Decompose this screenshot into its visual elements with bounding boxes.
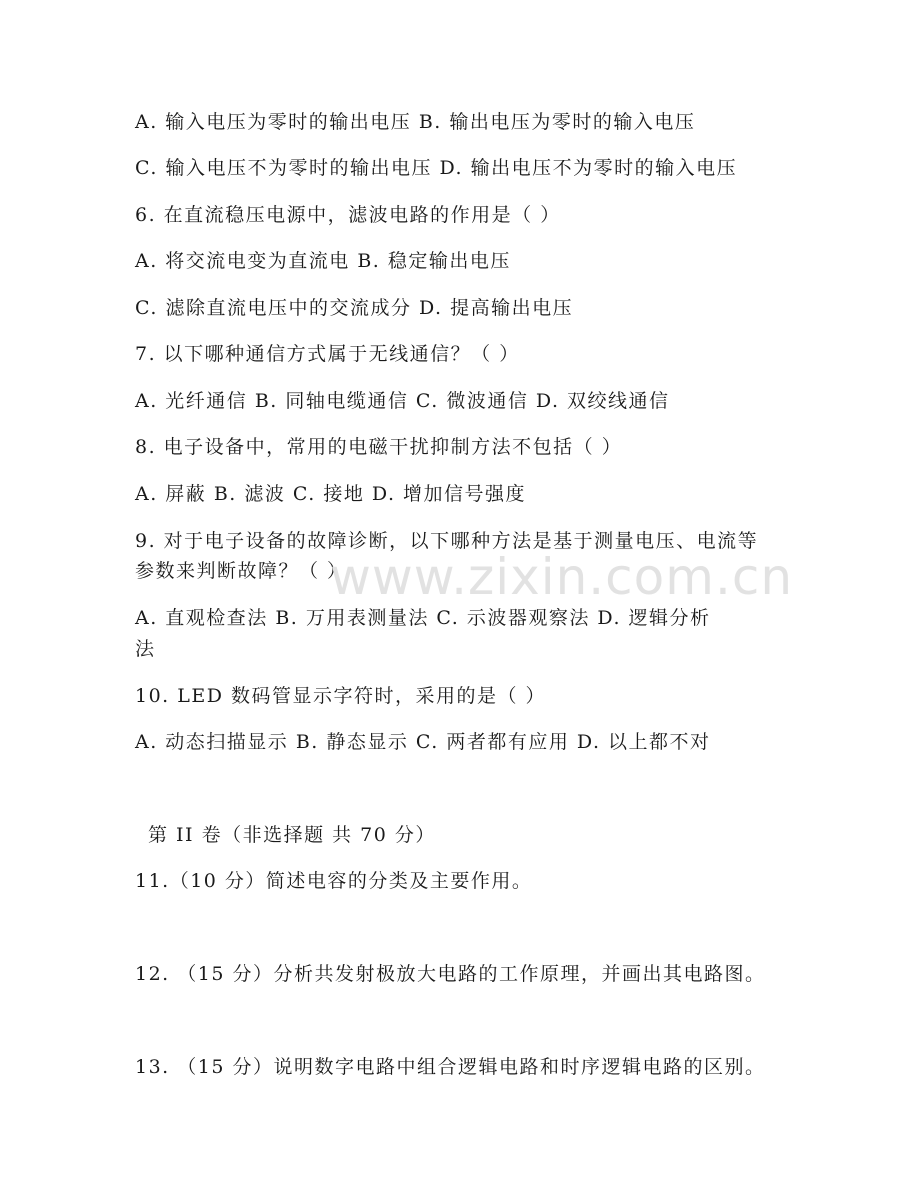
q12-question: 12. （15 分）分析共发射极放大电路的工作原理，并画出其电路图。 [135,963,766,985]
q9-question-line1: 9. 对于电子设备的故障诊断，以下哪种方法是基于测量电压、电流等 [135,530,759,552]
q5-options-cd: C. 输入电压不为零时的输出电压 D. 输出电压不为零时的输入电压 [135,157,738,179]
q9-options-line2: 法 [135,638,156,660]
section-ii-heading: 第 II 卷（非选择题 共 70 分） [148,824,436,846]
q7-question: 7. 以下哪种通信方式属于无线通信？（ ） [135,343,520,365]
q8-options: A. 屏蔽 B. 滤波 C. 接地 D. 增加信号强度 [135,483,527,505]
q6-options-cd: C. 滤除直流电压中的交流成分 D. 提高输出电压 [135,297,574,319]
q9-options-line1: A. 直观检查法 B. 万用表测量法 C. 示波器观察法 D. 逻辑分析 [135,607,711,629]
q10-options: A. 动态扫描显示 B. 静态显示 C. 两者都有应用 D. 以上都不对 [135,731,711,753]
q10-question: 10. LED 数码管显示字符时，采用的是（ ） [135,685,547,707]
q6-options-ab: A. 将交流电变为直流电 B. 稳定输出电压 [135,250,511,272]
q9-question-line2: 参数来判断故障？（ ） [135,560,348,582]
q7-options: A. 光纤通信 B. 同轴电缆通信 C. 微波通信 D. 双绞线通信 [135,390,670,412]
watermark-text: www.zixin.com.cn [330,548,794,606]
q6-question: 6. 在直流稳压电源中，滤波电路的作用是（ ） [135,204,561,226]
q11-question: 11.（10 分）简述电容的分类及主要作用。 [135,870,533,892]
q5-options-ab: A. 输入电压为零时的输出电压 B. 输出电压为零时的输入电压 [135,111,696,133]
q8-question: 8. 电子设备中，常用的电磁干扰抑制方法不包括（ ） [135,436,623,458]
q13-question: 13. （15 分）说明数字电路中组合逻辑电路和时序逻辑电路的区别。 [135,1056,766,1078]
